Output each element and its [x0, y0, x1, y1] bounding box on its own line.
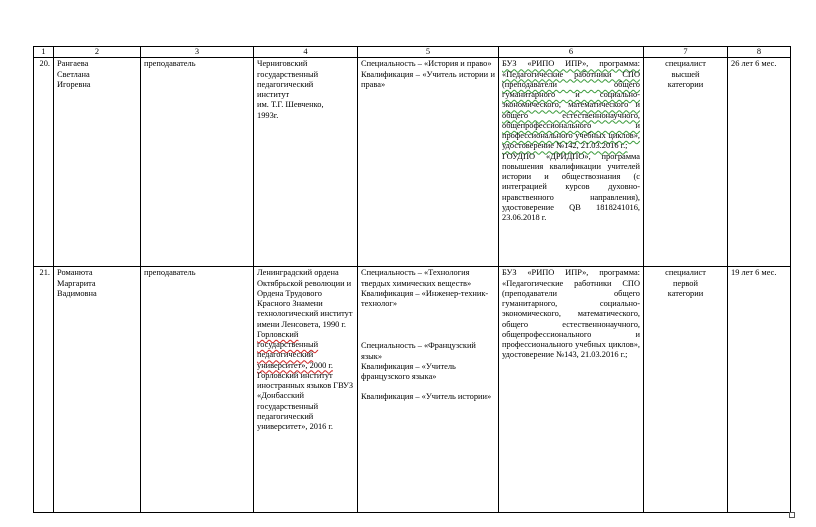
category-cell — [644, 267, 728, 513]
category-line: категории — [667, 288, 704, 298]
category-line: специалист — [665, 268, 706, 278]
category-line: специалист — [665, 59, 706, 69]
education-line: им. Т.Г. Шевченко, — [257, 100, 324, 110]
name-line: Вадимовна — [57, 288, 97, 298]
column-number: 4 — [254, 47, 358, 58]
name-line: Рангаева — [57, 59, 89, 69]
qualification-text: Квалификация – «Учитель истории» — [361, 392, 492, 402]
specialty-text: Специальность – «Технология твердых химических веществ» — [361, 268, 472, 288]
category-line: первой — [673, 278, 698, 288]
specialty-cell — [358, 267, 499, 513]
column-number: 2 — [54, 47, 141, 58]
qualification-text: Квалификация – «Учитель истории и права» — [361, 69, 495, 89]
name-line: Светлана — [57, 69, 90, 79]
name-line: Романюта — [57, 268, 93, 278]
table-resize-handle[interactable] — [789, 512, 795, 518]
education-line: педагогический — [257, 79, 314, 89]
education-cell — [254, 267, 358, 513]
education-line: государственный — [257, 69, 319, 79]
category-line: высшей — [671, 69, 700, 79]
column-number: 8 — [728, 47, 791, 58]
qualification-text: Квалификация – «Учитель французского языка» — [361, 361, 456, 381]
education-entry: Горловский государственный педагогический университет», 2000 г. — [257, 329, 333, 370]
training-text: ГОУДПО «ДРИДПО», программа повышения квалификации учителей истории и обществознания (с интеграцией курсов духовно-нравственного направления), удостоверение QB 1818241016, 23.06.2018 г. — [502, 151, 640, 222]
column-number: 3 — [141, 47, 254, 58]
experience-cell: 19 лет 6 мес. — [728, 267, 791, 513]
teacher-name-cell — [54, 267, 141, 513]
training-cell — [499, 267, 644, 513]
specialty-text: Специальность – «Французский язык» — [361, 341, 476, 361]
name-line: Игоревна — [57, 79, 91, 89]
category-line: категории — [667, 79, 704, 89]
training-cell — [499, 58, 644, 267]
education-entry: Ленинградский ордена Октябрьской революции и Ордена Трудового Красного Знамени технологический институт имени Ленсовета, 1990 г. — [257, 268, 353, 329]
training-text: БУЗ «РИПО ИПР», программа: «Педагогические работники СПО (преподаватели общего гуманитарного, социально-экономического, математического, общего естественнонаучного, общепрофессионального и профессионального учебных циклов», удостоверение №143, 21.03.2016 г.; — [502, 268, 640, 360]
education-cell — [254, 58, 358, 267]
column-number: 6 — [499, 47, 644, 58]
education-line: 1993г. — [257, 110, 279, 120]
experience-cell: 26 лет 6 мес. — [728, 58, 791, 267]
row-number: 20. — [34, 58, 54, 267]
position-cell: преподаватель — [141, 58, 254, 267]
education-line: институт — [257, 90, 290, 99]
table-row — [34, 267, 791, 513]
column-number-row — [34, 47, 791, 58]
category-cell — [644, 58, 728, 267]
teacher-name-cell — [54, 58, 141, 267]
column-number: 5 — [358, 47, 499, 58]
column-number: 7 — [644, 47, 728, 58]
row-number: 21. — [34, 267, 54, 513]
education-entry: Горловский институт иностранных языков ГВУЗ «Донбасский государственный педагогический университет», 2016 г. — [257, 370, 354, 431]
table-row — [34, 58, 791, 267]
name-line: Маргарита — [57, 278, 96, 288]
specialty-cell — [358, 58, 499, 267]
education-line: Черниговский — [257, 59, 308, 69]
training-text: БУЗ «РИПО ИПР», программа: «Педагогические работники СПО (преподаватели общего гуманитарного и социально-экономического, математического и общего естественнонаучного, общепрофессионального и профессионального учебных циклов», удостоверение №142, 21.03.2016 г.; — [502, 59, 640, 151]
staff-table — [33, 46, 791, 513]
qualification-text: Квалификация – «Инженер-техник-технолог» — [361, 288, 489, 308]
column-number: 1 — [34, 47, 54, 58]
specialty-text: Специальность – «История и право» — [361, 59, 492, 69]
position-cell: преподаватель — [141, 267, 254, 513]
